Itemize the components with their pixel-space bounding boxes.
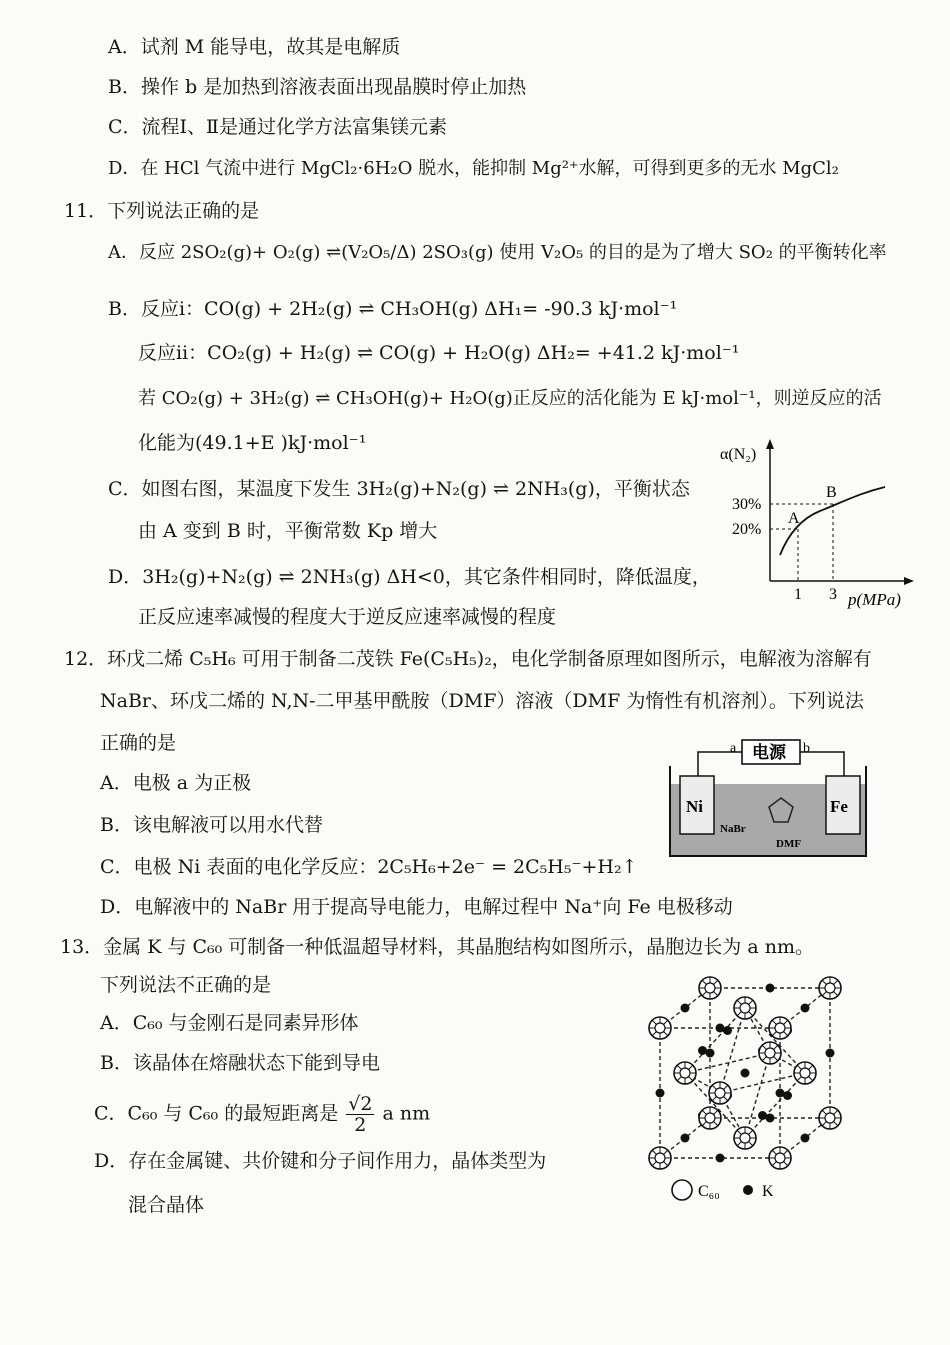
q13-option-c bbox=[94, 1094, 430, 1135]
c60-molecule bbox=[734, 997, 756, 1019]
k-atom bbox=[801, 1004, 810, 1013]
q13-option-b: B．该晶体在熔融状态下能到导电 bbox=[100, 1052, 380, 1074]
graph-xlabel: p(MPa) bbox=[848, 590, 901, 609]
legend-k-label: K bbox=[762, 1183, 774, 1200]
fe-label: Fe bbox=[830, 797, 848, 816]
q11-option-b-line2: 反应ⅱ：CO₂(g) + H₂(g) ⇌ CO(g) + H₂O(g) ΔH₂= +41.2 kJ·mol⁻¹ bbox=[138, 342, 740, 364]
k-atom bbox=[681, 1134, 690, 1143]
k-atom bbox=[766, 984, 775, 993]
q12-stem-line1: 12．环戊二烯 C₅H₆ 可用于制备二茂铁 Fe(C₅H₅)₂，电化学制备原理如图所示，电解液为溶解有 bbox=[64, 648, 872, 670]
k-atom bbox=[741, 1069, 750, 1078]
q11-option-b-line4: 化能为(49.1+E )kJ·mol⁻¹ bbox=[138, 432, 367, 454]
q13-option-c-text: C．C₆₀ 与 C₆₀ 的最短距离是 bbox=[94, 1102, 339, 1125]
graph-y20: 20% bbox=[732, 521, 762, 538]
terminal-a-label: a bbox=[730, 741, 737, 756]
c60-molecule bbox=[699, 1107, 721, 1129]
k-atom bbox=[758, 1111, 767, 1120]
q12-electrolysis-figure bbox=[666, 736, 872, 860]
c60-molecule bbox=[794, 1062, 816, 1084]
c60-molecule bbox=[649, 1147, 671, 1169]
octahedron-link bbox=[685, 1008, 745, 1073]
q11-option-b-line1: B．反应ⅰ：CO(g) + 2H₂(g) ⇌ CH₃OH(g) ΔH₁= -90.3 kJ·mol⁻¹ bbox=[108, 298, 678, 320]
q13-option-a: A．C₆₀ 与金刚石是同素异形体 bbox=[100, 1012, 359, 1034]
k-atom bbox=[801, 1134, 810, 1143]
dmf-label: DMF bbox=[776, 838, 802, 850]
nabr-label: NaBr bbox=[720, 823, 746, 835]
legend-k-icon bbox=[743, 1185, 753, 1195]
c60-molecule bbox=[734, 1127, 756, 1149]
c60-molecule bbox=[819, 1107, 841, 1129]
q10-option-b: B．操作 b 是加热到溶液表面出现晶膜时停止加热 bbox=[108, 76, 527, 98]
q11-option-d-line1: D．3H₂(g)+N₂(g) ⇌ 2NH₃(g) ΔH<0，其它条件相同时，降低温度， bbox=[108, 566, 711, 588]
terminal-b-label: b bbox=[803, 741, 810, 756]
q13-option-d-line2: 混合晶体 bbox=[128, 1194, 205, 1216]
q10-option-c: C．流程Ⅰ、Ⅱ是通过化学方法富集镁元素 bbox=[108, 116, 447, 138]
x-axis-arrow bbox=[904, 577, 914, 585]
q11-alpha-pressure-graph bbox=[720, 435, 920, 615]
c60-molecule bbox=[769, 1147, 791, 1169]
q11-stem: 11．下列说法正确的是 bbox=[64, 200, 260, 222]
k-atom bbox=[656, 1089, 665, 1098]
k-atom bbox=[783, 1091, 792, 1100]
q12-stem-line3: 正确的是 bbox=[100, 732, 177, 754]
q11-option-d-line2: 正反应速率减慢的程度大于逆反应速率减慢的程度 bbox=[138, 606, 557, 628]
graph-x3: 3 bbox=[829, 586, 837, 603]
q10-option-a: A．试剂 M 能导电，故其是电解质 bbox=[108, 36, 401, 58]
octahedron-link bbox=[685, 1053, 770, 1073]
fraction-denominator: 2 bbox=[354, 1114, 367, 1136]
k-atom bbox=[826, 1049, 835, 1058]
c60-molecule bbox=[709, 1082, 731, 1104]
c60-molecule bbox=[674, 1062, 696, 1084]
q11-option-c-line1: C．如图右图，某温度下发生 3H₂(g)+N₂(g) ⇌ 2NH₃(g)，平衡状态 bbox=[108, 478, 690, 500]
q12-stem-line2: NaBr、环戊二烯的 N,N-二甲基甲酰胺（DMF）溶液（DMF 为惰性有机溶剂）。下列说法 bbox=[100, 690, 864, 712]
q13-option-c-unit: a nm bbox=[382, 1102, 431, 1125]
graph-point-b: B bbox=[826, 484, 837, 501]
q13-stem-line2: 下列说法不正确的是 bbox=[100, 974, 272, 996]
octahedron-link bbox=[745, 1073, 805, 1138]
q12-option-a: A．电极 a 为正极 bbox=[100, 772, 252, 794]
k-atom bbox=[716, 1154, 725, 1163]
q11-option-a: A．反应 2SO₂(g)+ O₂(g) ⇌(V₂O₅/Δ) 2SO₃(g) 使用 V₂O₅ 的目的是为了增大 SO₂ 的平衡转化率 bbox=[108, 242, 887, 263]
q13-option-d-line1: D．存在金属键、共价键和分子间作用力，晶体类型为 bbox=[94, 1150, 547, 1172]
q13-stem-line1: 13．金属 K 与 C₆₀ 可制备一种低温超导材料，其晶胞结构如图所示，晶胞边长为 a nm。 bbox=[60, 936, 814, 958]
legend-c60-label: C₆₀ bbox=[698, 1183, 720, 1200]
q10-option-d: D．在 HCl 气流中进行 MgCl₂·6H₂O 脱水，能抑制 Mg²⁺水解，可得到更多的无水 MgCl₂ bbox=[108, 158, 839, 179]
graph-ylabel: α(N₂) bbox=[720, 446, 757, 463]
fraction-numerator: √2 bbox=[348, 1093, 373, 1115]
q12-option-d: D．电解液中的 NaBr 用于提高导电能力，电解过程中 Na⁺向 Fe 电极移动 bbox=[100, 896, 733, 918]
c60-molecule bbox=[769, 1017, 791, 1039]
octahedron-link bbox=[720, 1073, 805, 1093]
k-atom bbox=[698, 1046, 707, 1055]
legend-c60-icon bbox=[672, 1180, 692, 1200]
k-atom bbox=[681, 1004, 690, 1013]
c60-molecule bbox=[759, 1042, 781, 1064]
c60-molecule bbox=[699, 977, 721, 999]
q11-option-c-line2: 由 A 变到 B 时，平衡常数 Kp 增大 bbox=[138, 520, 438, 542]
c60-molecule bbox=[649, 1017, 671, 1039]
q12-option-c: C．电极 Ni 表面的电化学反应：2C₅H₆+2e⁻ = 2C₅H₅⁻+H₂↑ bbox=[100, 856, 638, 878]
q12-option-b: B．该电解液可以用水代替 bbox=[100, 814, 323, 836]
y-axis-arrow bbox=[766, 439, 774, 449]
graph-x1: 1 bbox=[794, 586, 802, 603]
q11-option-b-line3: 若 CO₂(g) + 3H₂(g) ⇌ CH₃OH(g)+ H₂O(g)正反应的活化能为 E kJ·mol⁻¹，则逆反应的活 bbox=[138, 388, 882, 409]
graph-point-a: A bbox=[788, 510, 800, 527]
c60-molecule bbox=[819, 977, 841, 999]
q13-crystal-cell-figure bbox=[640, 968, 870, 1208]
power-label: 电源 bbox=[752, 743, 786, 762]
graph-y30: 30% bbox=[732, 496, 762, 513]
k-atom bbox=[723, 1026, 732, 1035]
fraction bbox=[346, 1094, 374, 1135]
ni-label: Ni bbox=[686, 797, 703, 816]
